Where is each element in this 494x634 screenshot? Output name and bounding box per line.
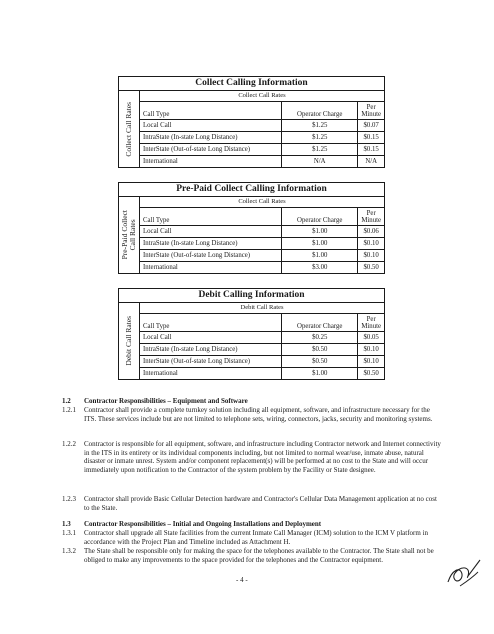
table-row: Local Call $1.00 $0.06 [140,226,384,238]
table-row: IntraState (In-state Long Distance) $1.25 $0.15 [140,132,384,144]
section-1-3-1: 1.3.1 Contractor shall upgrade all State facilities from the current Inmate Call Manager (ICM) solution to the ICM V platform in accordance with the Project Plan and Timeline included as Attachment H. [62,529,429,546]
table-row: Local Call $1.25 $0.07 [140,120,384,132]
prepaid-collect-calling-table [118,182,385,274]
table-row: International N/A N/A [140,156,384,168]
section-1-2-2: 1.2.2 Contractor is responsible for all equipment, software, and infrastructure including Contractor network and Internet connectivity in the ITS in its entirety or its individual components including, but not limited to normal wear/use, inmate abuse, natural disaster or inmate unrest. System and/or component replacement(s) will be performed at no cost to the State and will occur immediately upon notification to the Contractor of the system problem by the Facility or State designee. [62,440,441,474]
table-subtitle: Collect Call Rates [140,197,384,208]
side-label: Debit Call Rates [124,316,133,366]
header-call-type: Call Type [140,208,282,226]
debit-calling-table [118,288,385,380]
table-title: Pre-Paid Collect Calling Information [176,184,327,194]
header-call-type: Call Type [140,314,282,332]
header-call-type: Call Type [140,102,282,120]
header-operator-charge: Operator Charge [282,208,358,226]
table-title: Debit Calling Information [198,290,305,300]
table-row: IntraState (In-state Long Distance) $1.00 $0.10 [140,238,384,250]
header-operator-charge: Operator Charge [282,102,358,120]
header-per-minute: Per Minute [358,314,384,332]
section-1-2-1: 1.2.1 Contractor shall provide a complete turnkey solution including all equipment, software, and infrastructure necessary for the ITS. These services include but are not limited to telephone sets, wiring, connectors, jacks, security and monitoring systems. [62,406,433,423]
table-row: InterState (Out-of-state Long Distance) $0.50 $0.10 [140,356,384,368]
table-row: IntraState (In-state Long Distance) $0.50 $0.10 [140,344,384,356]
initials-signature [442,556,484,590]
table-row: Local Call $0.25 $0.05 [140,332,384,344]
header-per-minute: Per Minute [358,208,384,226]
section-1-2-3: 1.2.3 Contractor shall provide Basic Cellular Detection hardware and Contractor's Cellular Data Management application at no cost to the State. [62,495,437,512]
section-1-2-heading: 1.2 Contractor Responsibilities – Equipment and Software [62,397,248,405]
page-number: - 4 - [236,576,248,584]
table-subtitle: Collect Call Rates [140,91,384,102]
section-1-3-2: 1.3.2 The State shall be responsible only for making the space for the telephones available to the Contractor. The State shall not be obliged to make any improvements to the space provided for the telephones and the Contractor equipment. [62,547,434,564]
table-row: InterState (Out-of-state Long Distance) $1.00 $0.10 [140,250,384,262]
header-operator-charge: Operator Charge [282,314,358,332]
table-row: International $3.00 $0.50 [140,262,384,274]
section-1-3-heading: 1.3 Contractor Responsibilities – Initial and Ongoing Installations and Deployment [62,520,322,528]
side-label: Pre-Paid Collect Call Rates [120,210,137,260]
table-row: InterState (Out-of-state Long Distance) $1.25 $0.15 [140,144,384,156]
table-row: International $1.00 $0.50 [140,368,384,380]
side-label: Collect Call Rates [124,101,133,157]
table-title: Collect Calling Information [195,78,308,88]
header-per-minute: Per Minute [358,102,384,120]
collect-calling-table [118,76,385,168]
table-subtitle: Debit Call Rates [140,303,384,314]
